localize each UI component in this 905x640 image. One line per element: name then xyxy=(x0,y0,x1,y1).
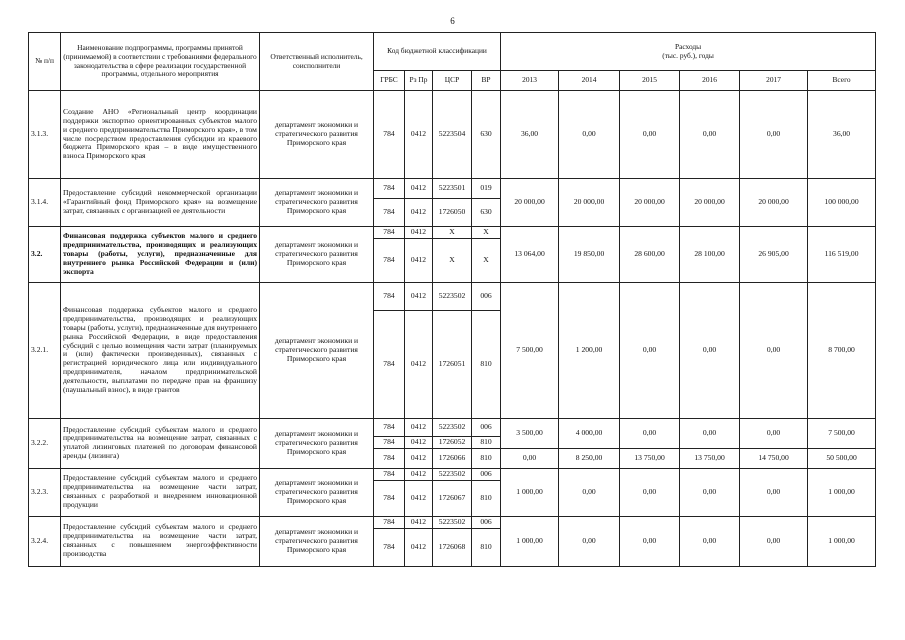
cell-grbs: 784 xyxy=(374,91,405,179)
budget-table xyxy=(28,32,876,567)
header-2015: 2015 xyxy=(620,71,680,91)
cell-rzpr: 0412 xyxy=(405,91,433,179)
cell-2015: 0,00 xyxy=(620,516,680,566)
cell-grbs: 784 xyxy=(374,179,405,199)
cell-csr: 5223501 xyxy=(433,179,472,199)
cell-2016: 0,00 xyxy=(680,516,740,566)
cell-total: 116 519,00 xyxy=(808,227,876,283)
cell-2017: 20 000,00 xyxy=(740,179,808,227)
cell-vr: 006 xyxy=(472,282,501,310)
cell-total: 7 500,00 xyxy=(808,418,876,448)
table-row xyxy=(29,468,876,480)
header-2013: 2013 xyxy=(501,71,559,91)
cell-grbs: 784 xyxy=(374,282,405,310)
cell-2013: 3 500,00 xyxy=(501,418,559,448)
row-name: Предоставление субсидий субъектам малого и среднего предпринимательства на возмещение затрат, связанных с уплатой лизинговых платежей по договорам финансовой аренды (лизинга) xyxy=(61,418,260,468)
cell-rzpr: 0412 xyxy=(405,238,433,282)
cell-grbs: 784 xyxy=(374,310,405,418)
cell-csr: 5223502 xyxy=(433,516,472,528)
cell-grbs: 784 xyxy=(374,528,405,566)
cell-2013: 20 000,00 xyxy=(501,179,559,227)
cell-csr: 1726068 xyxy=(433,528,472,566)
cell-rzpr: 0412 xyxy=(405,418,433,436)
cell-2014: 20 000,00 xyxy=(559,179,620,227)
cell-rzpr: 0412 xyxy=(405,480,433,516)
table-row xyxy=(29,227,876,239)
header-2014: 2014 xyxy=(559,71,620,91)
header-2016: 2016 xyxy=(680,71,740,91)
row-executor: департамент экономики и стратегического развития Приморского края xyxy=(260,468,374,516)
cell-2017: 0,00 xyxy=(740,91,808,179)
cell-2017: 26 905,00 xyxy=(740,227,808,283)
cell-2015: 20 000,00 xyxy=(620,179,680,227)
cell-total: 100 000,00 xyxy=(808,179,876,227)
header-name: Наименование подпрограммы, программы принятой (принимаемой) в соответствии с требованиями федерального законодательства в сфере реализации государственной программы, отдельного мероприятия xyxy=(61,33,260,91)
cell-grbs: 784 xyxy=(374,448,405,468)
cell-2014: 0,00 xyxy=(559,516,620,566)
cell-rzpr: 0412 xyxy=(405,179,433,199)
cell-2015: 0,00 xyxy=(620,282,680,418)
cell-2013: 1 000,00 xyxy=(501,468,559,516)
cell-2014: 0,00 xyxy=(559,91,620,179)
row-number: 3.1.3. xyxy=(29,91,61,179)
row-executor: департамент экономики и стратегического развития Приморского края xyxy=(260,282,374,418)
cell-2017: 0,00 xyxy=(740,468,808,516)
cell-rzpr: 0412 xyxy=(405,468,433,480)
cell-grbs: 784 xyxy=(374,227,405,239)
header-budget-code: Код бюджетной классификации xyxy=(374,33,501,71)
header-grbs: ГРБС xyxy=(374,71,405,91)
cell-2016: 28 100,00 xyxy=(680,227,740,283)
cell-vr: 630 xyxy=(472,199,501,227)
cell-rzpr: 0412 xyxy=(405,436,433,448)
cell-rzpr: 0412 xyxy=(405,528,433,566)
cell-2016: 0,00 xyxy=(680,91,740,179)
cell-2013: 1 000,00 xyxy=(501,516,559,566)
row-executor: департамент экономики и стратегического развития Приморского края xyxy=(260,516,374,566)
cell-grbs: 784 xyxy=(374,468,405,480)
cell-total: 50 500,00 xyxy=(808,448,876,468)
table-row xyxy=(29,418,876,436)
row-name: Финансовая поддержка субъектов малого и среднего предпринимательства, производящих и реализующих товары (работы, услуги), предназначенные для внутреннего рынка Российской Федерации, в виде предоставления субсидий с целью возмещения части затрат (планируемых и (или) фактически произведенных), связанных с регистрацией юридического лица или индивидуального предпринимателя, началом предпринимательской деятельности, выплатами по передаче прав на франшизу (паушальный взнос), в виде грантов xyxy=(61,282,260,418)
table-row xyxy=(29,282,876,310)
row-executor: департамент экономики и стратегического развития Приморского края xyxy=(260,227,374,283)
cell-vr: 006 xyxy=(472,468,501,480)
cell-2016: 13 750,00 xyxy=(680,448,740,468)
cell-2013: 36,00 xyxy=(501,91,559,179)
row-number: 3.1.4. xyxy=(29,179,61,227)
row-name: Предоставление субсидий некоммерческой организации «Гарантийный фонд Приморского края» на возмещение затрат, связанных с организацией ее деятельности xyxy=(61,179,260,227)
table-row xyxy=(29,179,876,199)
cell-csr: 1726066 xyxy=(433,448,472,468)
row-executor: департамент экономики и стратегического развития Приморского края xyxy=(260,418,374,468)
cell-grbs: 784 xyxy=(374,418,405,436)
row-name: Предоставление субсидий субъектам малого и среднего предпринимательства на возмещение части затрат, связанных с разработкой и внедрением инновационной продукции xyxy=(61,468,260,516)
cell-vr: 810 xyxy=(472,480,501,516)
row-executor: департамент экономики и стратегического развития Приморского края xyxy=(260,91,374,179)
page-number: 6 xyxy=(450,16,455,26)
cell-vr: 006 xyxy=(472,418,501,436)
row-number: 3.2.3. xyxy=(29,468,61,516)
cell-rzpr: 0412 xyxy=(405,227,433,239)
cell-2013: 7 500,00 xyxy=(501,282,559,418)
cell-2015: 28 600,00 xyxy=(620,227,680,283)
cell-vr: 006 xyxy=(472,516,501,528)
cell-grbs: 784 xyxy=(374,238,405,282)
row-name: Предоставление субсидий субъектам малого и среднего предпринимательства на возмещение части затрат, связанных с повышением энергоэффективности производства xyxy=(61,516,260,566)
cell-rzpr: 0412 xyxy=(405,448,433,468)
cell-2016: 0,00 xyxy=(680,282,740,418)
row-name: Финансовая поддержка субъектов малого и среднего предпринимательства, производящих и реализующих товары (работы, услуги), предназначенные для внутреннего рынка Российской Федерации и (или) экспорта xyxy=(61,227,260,283)
cell-2017: 0,00 xyxy=(740,516,808,566)
table-row xyxy=(29,516,876,528)
cell-grbs: 784 xyxy=(374,480,405,516)
table-row xyxy=(29,91,876,179)
cell-2015: 0,00 xyxy=(620,91,680,179)
cell-vr: X xyxy=(472,238,501,282)
cell-csr: 1726051 xyxy=(433,310,472,418)
cell-csr: 5223502 xyxy=(433,418,472,436)
cell-csr: 1726050 xyxy=(433,199,472,227)
header-executor: Ответственный исполнитель, соисполнители xyxy=(260,33,374,91)
cell-vr: 019 xyxy=(472,179,501,199)
cell-vr: 810 xyxy=(472,436,501,448)
cell-vr: 630 xyxy=(472,91,501,179)
cell-rzpr: 0412 xyxy=(405,310,433,418)
cell-2015: 13 750,00 xyxy=(620,448,680,468)
cell-2014: 8 250,00 xyxy=(559,448,620,468)
cell-2013: 13 064,00 xyxy=(501,227,559,283)
header-rzpr: Рз Пр xyxy=(405,71,433,91)
cell-2013: 0,00 xyxy=(501,448,559,468)
header-expenses: Расходы (тыс. руб.), годы xyxy=(501,33,876,71)
row-executor: департамент экономики и стратегического развития Приморского края xyxy=(260,179,374,227)
cell-csr: 1726052 xyxy=(433,436,472,448)
cell-csr: 5223504 xyxy=(433,91,472,179)
cell-csr: 1726067 xyxy=(433,480,472,516)
cell-total: 1 000,00 xyxy=(808,516,876,566)
cell-2014: 19 850,00 xyxy=(559,227,620,283)
row-number: 3.2.4. xyxy=(29,516,61,566)
cell-total: 1 000,00 xyxy=(808,468,876,516)
cell-2016: 0,00 xyxy=(680,418,740,448)
cell-csr: 5223502 xyxy=(433,468,472,480)
cell-2014: 1 200,00 xyxy=(559,282,620,418)
header-csr: ЦСР xyxy=(433,71,472,91)
cell-vr: 810 xyxy=(472,528,501,566)
cell-2014: 4 000,00 xyxy=(559,418,620,448)
row-name: Создание АНО «Региональный центр координации поддержки экспортно ориентированных субъектов малого и среднего предпринимательства Приморского края», в том числе посредством предоставления субсидии из краевого бюджета Приморского края – в виде имущественного взноса Приморского края xyxy=(61,91,260,179)
cell-2015: 0,00 xyxy=(620,418,680,448)
cell-total: 36,00 xyxy=(808,91,876,179)
row-number: 3.2.1. xyxy=(29,282,61,418)
cell-2017: 0,00 xyxy=(740,282,808,418)
cell-total: 8 700,00 xyxy=(808,282,876,418)
cell-csr: X xyxy=(433,227,472,239)
header-total: Всего xyxy=(808,71,876,91)
cell-grbs: 784 xyxy=(374,199,405,227)
cell-vr: X xyxy=(472,227,501,239)
cell-csr: 5223502 xyxy=(433,282,472,310)
row-number: 3.2. xyxy=(29,227,61,283)
cell-2016: 0,00 xyxy=(680,468,740,516)
cell-csr: X xyxy=(433,238,472,282)
cell-2014: 0,00 xyxy=(559,468,620,516)
header-2017: 2017 xyxy=(740,71,808,91)
cell-2017: 14 750,00 xyxy=(740,448,808,468)
cell-grbs: 784 xyxy=(374,516,405,528)
cell-rzpr: 0412 xyxy=(405,199,433,227)
cell-rzpr: 0412 xyxy=(405,516,433,528)
cell-rzpr: 0412 xyxy=(405,282,433,310)
row-number: 3.2.2. xyxy=(29,418,61,468)
header-num: № п/п xyxy=(29,33,61,91)
cell-grbs: 784 xyxy=(374,436,405,448)
cell-2016: 20 000,00 xyxy=(680,179,740,227)
cell-vr: 810 xyxy=(472,448,501,468)
header-vr: ВР xyxy=(472,71,501,91)
cell-vr: 810 xyxy=(472,310,501,418)
cell-2017: 0,00 xyxy=(740,418,808,448)
cell-2015: 0,00 xyxy=(620,468,680,516)
